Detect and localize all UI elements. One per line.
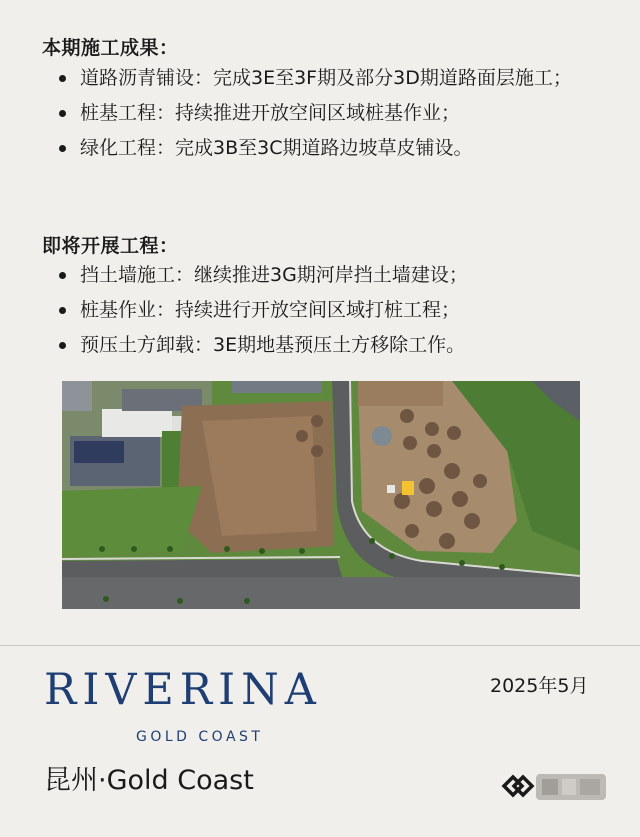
list-item: 挡土墙施工：继续推进3G期河岸挡土墙建设； — [58, 258, 598, 293]
date-label: 2025年5月 — [490, 675, 589, 697]
diamond-logo-icon — [500, 768, 610, 804]
list-item: 桩基作业：持续进行开放空间区域打桩工程； — [58, 293, 598, 328]
completed-list — [58, 61, 598, 166]
list-item: 桩基工程：持续推进开放空间区域桩基作业； — [58, 96, 598, 131]
section-title-upcoming: 即将开展工程： — [42, 235, 179, 257]
list-item: 道路沥青铺设：完成3E至3F期及部分3D期道路面层施工； — [58, 61, 598, 96]
list-item: 绿化工程：完成3B至3C期道路边坡草皮铺设。 — [58, 131, 598, 166]
brand-name: RIVERINA — [44, 665, 322, 715]
footer-divider — [0, 645, 640, 646]
brand-subtitle: GOLD COAST — [136, 729, 264, 745]
list-item: 预压土方卸载：3E期地基预压土方移除工作。 — [58, 328, 598, 363]
section-title-completed: 本期施工成果： — [42, 37, 179, 59]
aerial-construction-photo — [62, 381, 580, 609]
upcoming-list — [58, 258, 598, 363]
location-label: 昆州·Gold Coast — [44, 765, 254, 796]
